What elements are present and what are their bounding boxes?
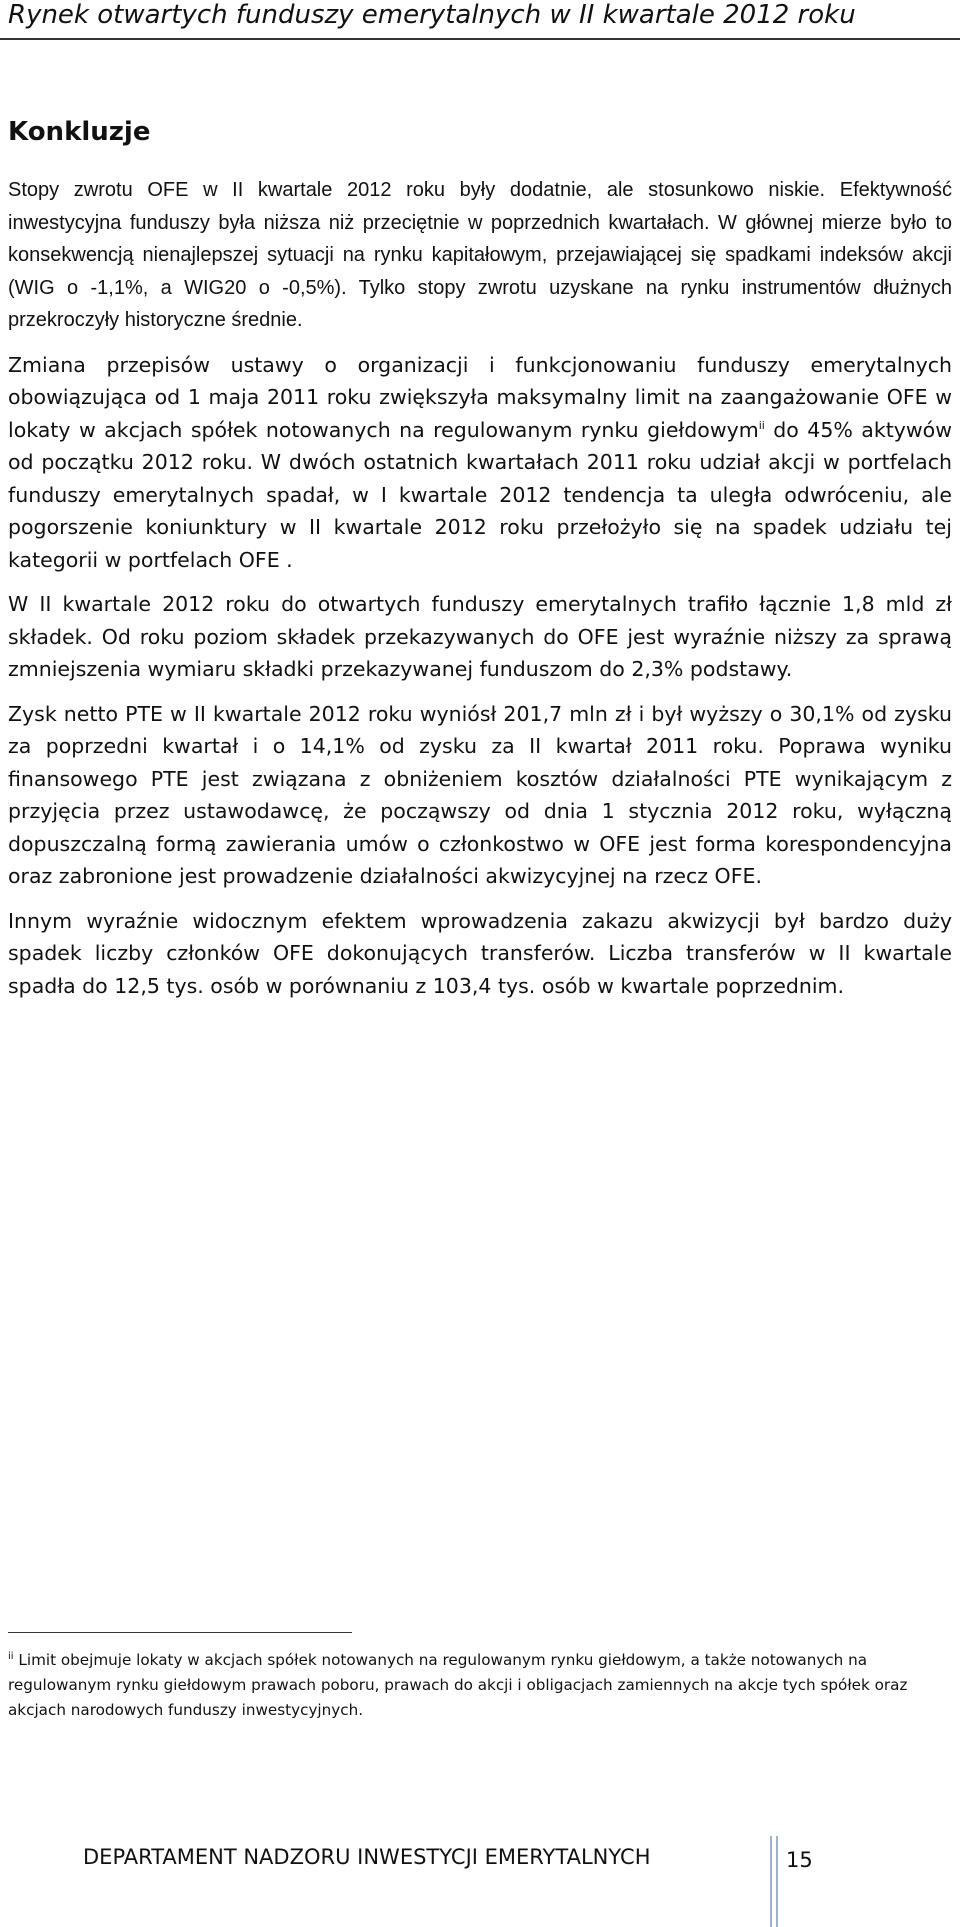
header-rule (0, 38, 960, 40)
footnote-rule (8, 1632, 352, 1633)
footnote-text: Limit obejmuje lokaty w akcjach spółek notowanych na regulowanym rynku giełdowym, a także notowanych na regulowanym rynku giełdowym prawach poboru, prawach do akcji i obligacjach zamiennych na akcje tych spółek oraz akcjach narodowych funduszy inwestycyjnych. (8, 1651, 908, 1719)
footnote-reference[interactable]: ii (758, 418, 765, 432)
body-text (8, 174, 952, 1014)
paragraph-profit: Zysk netto PTE w II kwartale 2012 roku wyniósł 201,7 mln zł i był wyższy o 30,1% od zysku za poprzedni kwartał i o 14,1% od zysku za II kwartał 2011 roku. Poprawa wyniku finansowego PTE jest związana z obniżeniem kosztów działalności PTE wynikającym z przyjęcia przez ustawodawcę, że począwszy od dnia 1 stycznia 2012 roku, wyłączną dopuszczalną formą zawierania umów o członkostwo w OFE jest forma korespondencyjna oraz zabronione jest prowadzenie działalności akwizycyjnej na rzecz OFE. (8, 701, 952, 888)
paragraph-regulation-text-a: Zmiana przepisów ustawy o organizacji i funkcjonowaniu funduszy emerytalnych obowiązująca od 1 maja 2011 roku zwiększyła maksymalny limit na zaangażowanie OFE w lokaty w akcjach spółek notowanych na regulowanym rynku giełdowym (8, 352, 952, 442)
paragraph-transfers: Innym wyraźnie widocznym efektem wprowadzenia zakazu akwizycji był bardzo duży spadek liczby członków OFE dokonujących transferów. Liczba transferów w II kwartale spadła do 12,5 tys. osób w porównaniu z 103,4 tys. osób w kwartale poprzednim. (8, 908, 952, 998)
footer-divider-bar (770, 1836, 778, 1927)
footnote (8, 1648, 943, 1723)
paragraph-regulation (8, 349, 952, 577)
page-number: 15 (786, 1848, 813, 1872)
paragraph-contributions: W II kwartale 2012 roku do otwartych funduszy emerytalnych trafiło łącznie 1,8 mld zł składek. Od roku poziom składek przekazywanych do OFE jest wyraźnie niższy za sprawą zmniejszenia wymiaru składki przekazywanej funduszom do 2,3% podstawy. (8, 592, 952, 681)
section-title: Konkluzje (8, 117, 151, 147)
footnote-marker: ii (8, 1650, 14, 1662)
paragraph-regulation-text-b: do 45% aktywów od początku 2012 roku. W dwóch ostatnich kwartałach 2011 roku udział akcji w portfelach funduszy emerytalnych spadał, w I kwartale 2012 tendencja ta uległa odwróceniu, ale pogorszenie koniunktury w II kwartale 2012 roku przełożyło się na spadek udziału tej kategorii w portfelach OFE . (8, 417, 952, 572)
paragraph-returns: Stopy zwrotu OFE w II kwartale 2012 roku były dodatnie, ale stosunkowo niskie. Efektywność inwestycyjna funduszy była niższa niż przeciętnie w poprzednich kwartałach. W głównej mierze było to konsekwencją nienajlepszej sytuacji na rynku kapitałowym, przejawiającej się spadkami indeksów akcji (WIG o -1,1%, a WIG20 o -0,5%). Tylko stopy zwrotu uzyskane na rynku instrumentów dłużnych przekroczyły historyczne średnie. (8, 179, 952, 331)
running-header-title: Rynek otwartych funduszy emerytalnych w II kwartale 2012 roku (8, 0, 856, 30)
footer-department: DEPARTAMENT NADZORU INWESTYCJI EMERYTALNYCH (83, 1845, 651, 1869)
